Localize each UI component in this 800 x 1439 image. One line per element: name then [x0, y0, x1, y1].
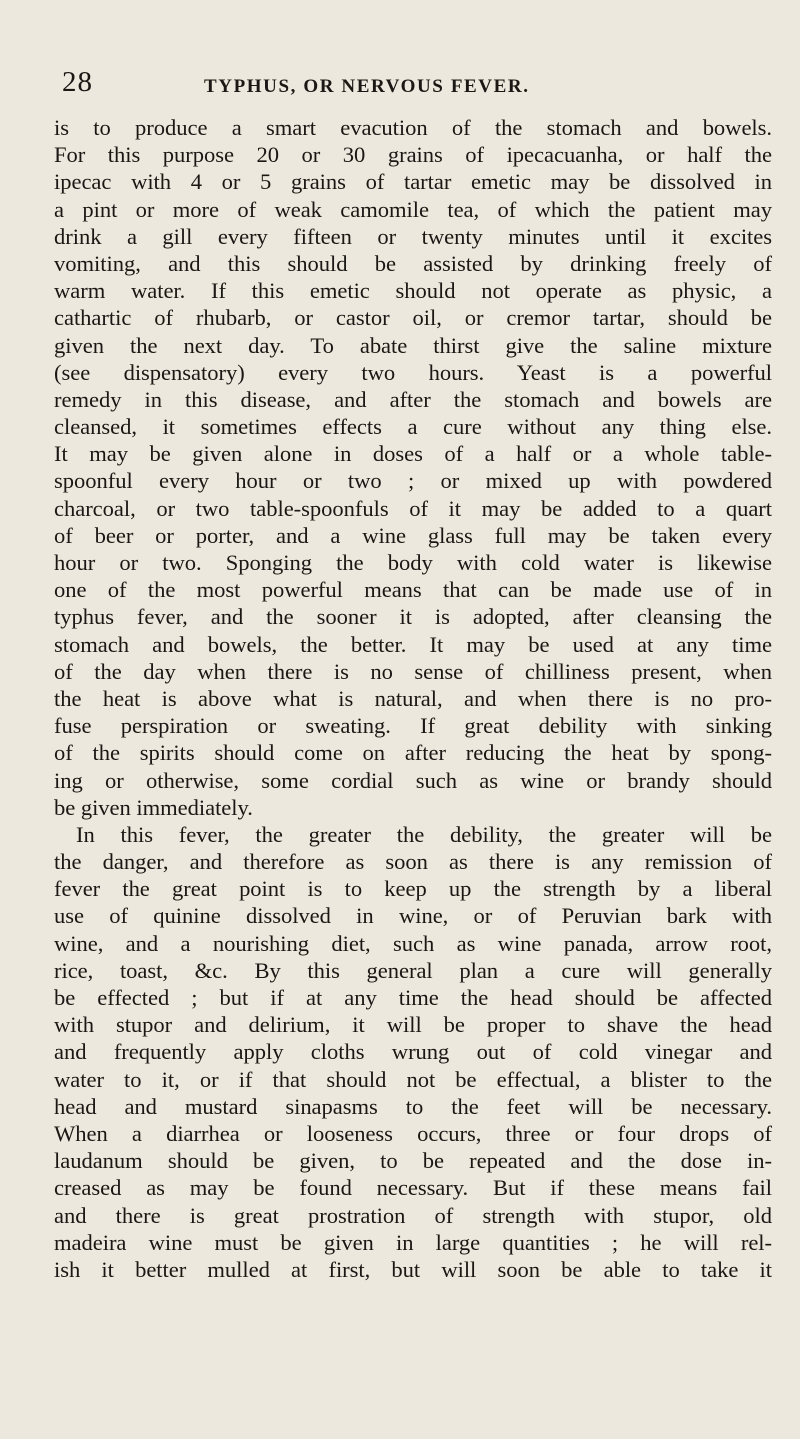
text-line: cleansed, it sometimes effects a cure without any thing else. [54, 414, 772, 440]
text-line: fuse perspiration or sweating. If great debility with sinking [54, 713, 772, 739]
text-line: For this purpose 20 or 30 grains of ipecacuanha, or half the [54, 142, 772, 168]
text-line: of the day when there is no sense of chilliness present, when [54, 658, 772, 684]
text-line: head and mustard sinapasms to the feet will be necessary. [54, 1093, 772, 1119]
text-line: stomach and bowels, the better. It may be used at any time [54, 631, 772, 657]
text-line: fever the great point is to keep up the strength by a liberal [54, 876, 772, 902]
text-line: of beer or porter, and a wine glass full may be taken every [54, 522, 772, 548]
text-line: spoonful every hour or two ; or mixed up with powdered [54, 468, 772, 494]
text-line: rice, toast, &c. By this general plan a cure will generally [54, 957, 772, 983]
text-line: is to produce a smart evacution of the stomach and bowels. [54, 115, 772, 140]
text-line: creased as may be found necessary. But if these means fail [54, 1175, 772, 1201]
text-line: ing or otherwise, some cordial such as wine or brandy should [54, 767, 772, 793]
text-line: wine, and a nourishing diet, such as wine panada, arrow root, [54, 930, 772, 956]
paragraph-start-line: In this fever, the greater the debility, the greater will be [76, 821, 772, 847]
text-line: with stupor and delirium, it will be proper to shave the head [54, 1012, 772, 1038]
text-line: When a diarrhea or looseness occurs, three or four drops of [54, 1120, 772, 1146]
body-text [54, 114, 772, 1283]
text-line: use of quinine dissolved in wine, or of Peruvian bark with [54, 903, 772, 929]
text-line: and frequently apply cloths wrung out of cold vinegar and [54, 1039, 772, 1065]
text-line: of the spirits should come on after reducing the heat by spong- [54, 740, 772, 766]
text-line: (see dispensatory) every two hours. Yeast is a powerful [54, 359, 772, 385]
text-line: water to it, or if that should not be effectual, a blister to the [54, 1066, 772, 1092]
paragraph-end-line: be given immediately. [54, 794, 253, 820]
text-line: remedy in this disease, and after the stomach and bowels are [54, 386, 772, 412]
text-line: and there is great prostration of strength with stupor, old [54, 1202, 772, 1228]
text-line: It may be given alone in doses of a half or a whole table- [54, 441, 772, 467]
text-line: the heat is above what is natural, and when there is no pro- [54, 685, 772, 711]
text-line: warm water. If this emetic should not operate as physic, a [54, 278, 772, 304]
text-line: madeira wine must be given in large quantities ; he will rel- [54, 1229, 772, 1255]
text-line: vomiting, and this should be assisted by drinking freely of [54, 250, 772, 276]
text-line: a pint or more of weak camomile tea, of which the patient may [54, 196, 772, 222]
page-number: 28 [62, 66, 93, 98]
text-line: typhus fever, and the sooner it is adopted, after cleansing the [54, 604, 772, 630]
text-line: hour or two. Sponging the body with cold water is likewise [54, 550, 772, 575]
text-line: the danger, and therefore as soon as there is any remission of [54, 849, 772, 875]
text-line: given the next day. To abate thirst give the saline mixture [54, 332, 772, 358]
page-header [52, 66, 770, 106]
text-line: drink a gill every fifteen or twenty minutes until it excites [54, 223, 772, 249]
text-line: laudanum should be given, to be repeated and the dose in- [54, 1148, 772, 1174]
running-head: TYPHUS, OR NERVOUS FEVER. [204, 76, 530, 97]
text-line: be effected ; but if at any time the head should be affected [54, 985, 772, 1010]
text-line: cathartic of rhubarb, or castor oil, or cremor tartar, should be [54, 305, 772, 331]
text-line: ish it better mulled at first, but will soon be able to take it [54, 1256, 772, 1282]
text-line: one of the most powerful means that can be made use of in [54, 577, 772, 603]
text-line: charcoal, or two table-spoonfuls of it may be added to a quart [54, 495, 772, 521]
text-line: ipecac with 4 or 5 grains of tartar emetic may be dissolved in [54, 169, 772, 195]
